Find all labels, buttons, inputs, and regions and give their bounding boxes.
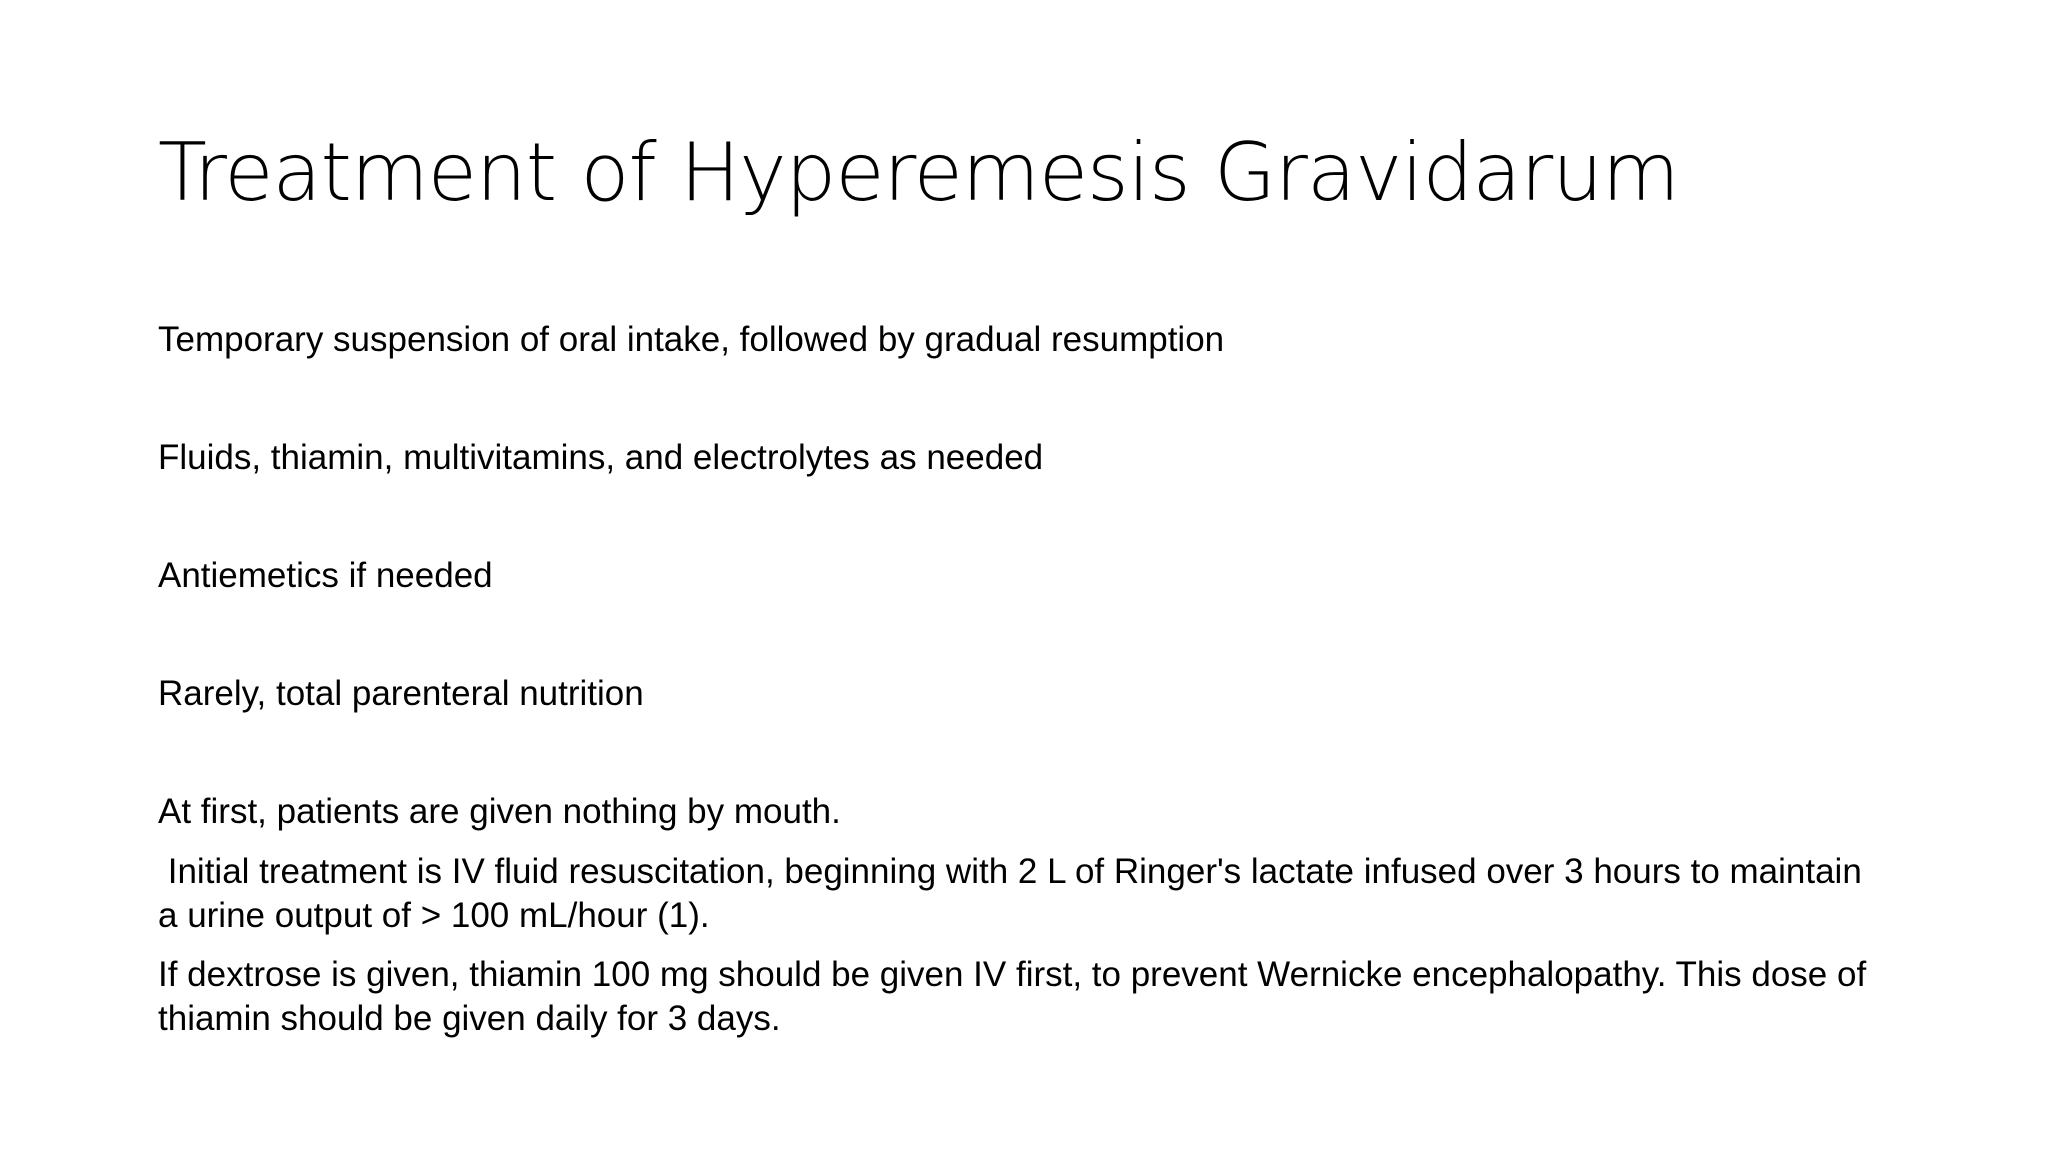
point-antiemetics: Antiemetics if needed [158,556,493,595]
point-fluids: Fluids, thiamin, multivitamins, and electrolytes as needed [158,438,1044,477]
point-parenteral-nutrition: Rarely, total parenteral nutrition [158,674,644,713]
paragraph-initial-treatment: Initial treatment is IV fluid resuscitation, beginning with 2 L of Ringer's lactate infused over 3 hours to maintain a urine output of > 100 mL/hour (1). [158,852,1872,935]
paragraph-nothing-by-mouth: At first, patients are given nothing by mouth. [158,792,841,831]
point-oral-intake: Temporary suspension of oral intake, followed by gradual resumption [158,320,1225,359]
slide-title: Treatment of Hyperemesis Gravidarum [158,126,1679,219]
paragraph-dextrose-thiamin: If dextrose is given, thiamin 100 mg should be given IV first, to prevent Wernicke encephalopathy. This dose of thiamin should be given daily for 3 days. [158,955,1867,1038]
